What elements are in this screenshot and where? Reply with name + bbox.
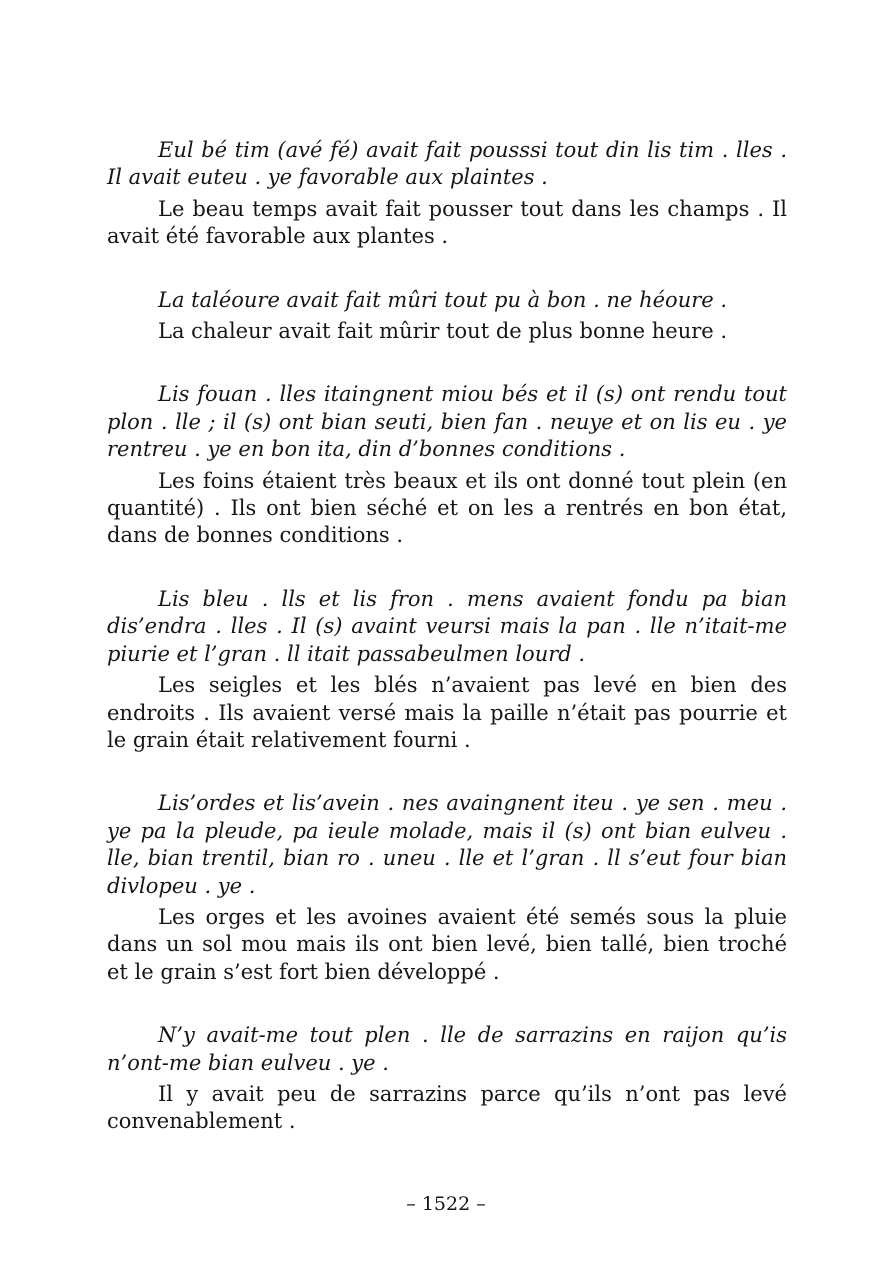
entry xyxy=(107,586,787,754)
page-number: – 1522 – xyxy=(406,1193,486,1215)
translation-paragraph: Le beau temps avait fait pousser tout dans les champs . Il avait été favorable aux plantes . xyxy=(107,196,787,249)
dialect-paragraph: La taléoure avait fait mûri tout pu à bon . ne héoure . xyxy=(158,287,728,312)
dialect-paragraph: N’y avait-me tout plen . lle de sarrazins en raijon qu’is n’ont-me bian eulveu . ye . xyxy=(107,1023,787,1075)
dialect-paragraph: Lis’ordes et lis’avein . nes avaingnent iteu . ye sen . meu . ye pa la pleude, pa ieule molade, mais il (s) ont bian eulveu . lle, bian trentil, bian ro . uneu . lle et l’gran . ll s’eut four bian divlopeu . ye . xyxy=(107,791,787,898)
dialect-paragraph: Lis fouan . lles itaingnent miou bés et il (s) ont rendu tout plon . lle ; il (s) ont bian seuti, bien fan . neuye et on lis eu . ye rentreu . ye en bon ita, din d’bonnes conditions . xyxy=(107,382,787,462)
entry xyxy=(107,137,787,251)
translation-paragraph: Les foins étaient très beaux et ils ont donné tout plein (en quantité) . Ils ont bien séché et on les a rentrés en bon état, dans de bonnes conditions . xyxy=(107,468,787,548)
page-body xyxy=(107,137,787,1172)
translation-paragraph: La chaleur avait fait mûrir tout de plus bonne heure . xyxy=(158,319,728,344)
translation-paragraph: Les orges et les avoines avaient été semés sous la pluie dans un sol mou mais ils ont bien levé, bien tallé, bien troché et le grain s’est fort bien développé . xyxy=(107,904,787,984)
translation-paragraph: Les seigles et les blés n’avaient pas levé en bien des endroits . Ils avaient versé mais la paille n’était pas pourrie et le grain était relativement fourni . xyxy=(107,673,787,752)
entry xyxy=(107,1022,787,1136)
entry xyxy=(107,790,787,986)
translation-paragraph: Il y avait peu de sarrazins parce qu’ils n’ont pas levé convenablement . xyxy=(107,1081,787,1134)
entry xyxy=(107,381,787,549)
entry xyxy=(107,287,787,346)
dialect-paragraph: Eul bé tim (avé fé) avait fait pousssi tout din lis tim . lles . Il avait euteu . ye favorable aux plaintes . xyxy=(107,138,787,190)
dialect-paragraph: Lis bleu . lls et lis fron . mens avaient fondu pa bian dis’endra . lles . Il (s) avaint veursi mais la pan . lle n’itait-me piurie et l’gran . ll itait passabeulmen lourd . xyxy=(107,586,787,666)
